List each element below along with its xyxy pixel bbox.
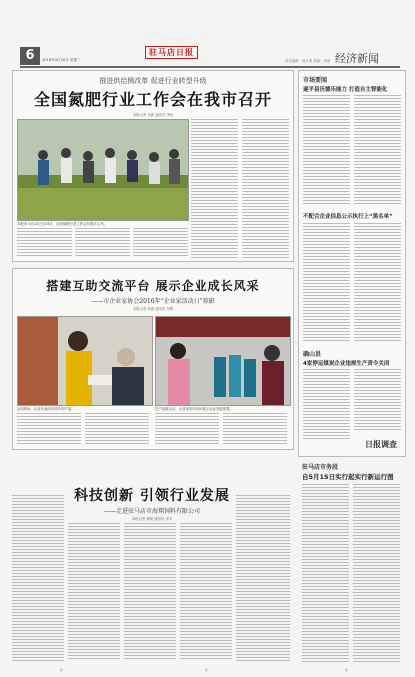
footer-mark-mid: 此 bbox=[205, 668, 209, 672]
sidebar-tag: 市场要闻 bbox=[303, 77, 328, 84]
sidebar-ad-body-b bbox=[354, 369, 401, 431]
footer-mark-left: 此 bbox=[60, 668, 64, 672]
bottom-headline: 科技创新 引领行业发展 bbox=[74, 488, 230, 504]
lead-photo-caption: 本报讯 4月22日至23日，全国氮肥行业工作会在我市召开。 bbox=[17, 222, 107, 226]
expo-photo-image bbox=[156, 317, 290, 405]
feature-caption-left: 活动现场，企业代表向市民介绍产品。 bbox=[17, 407, 75, 411]
sidebar-ad-label: 确山县 bbox=[303, 351, 322, 358]
lead-byline: 本报记者 吴新 通讯员 李钊 bbox=[132, 113, 174, 117]
dateline: 2016年4月26日 星期二 bbox=[42, 58, 81, 62]
bottom-body-col3 bbox=[124, 523, 176, 661]
feature-photo-left bbox=[17, 316, 153, 406]
footer-mark-right: 此 bbox=[345, 668, 349, 672]
announcement-body-a bbox=[302, 484, 349, 662]
street-photo-image bbox=[18, 317, 152, 405]
lead-body-col1 bbox=[17, 228, 72, 258]
sidebar-item-1-body-a bbox=[303, 95, 350, 205]
bottom-story bbox=[12, 455, 292, 665]
lead-body-col2 bbox=[75, 228, 130, 258]
bottom-body-col2 bbox=[68, 523, 120, 661]
lead-photo bbox=[17, 119, 189, 221]
bottom-body-col4 bbox=[180, 523, 232, 661]
feature-body-col1 bbox=[17, 413, 81, 445]
feature-caption-right: 在产品展示区，企业家们向市民展示企业发展成果。 bbox=[155, 407, 233, 411]
masthead-logo: 驻马店日报 bbox=[145, 46, 198, 59]
sidebar-item-2-headline: 不配合企业信息公示执行上“黑名单” bbox=[303, 214, 393, 220]
editor-line: 责任编辑：周永海 美编：李丽 bbox=[285, 59, 331, 63]
lead-body-col4 bbox=[191, 119, 238, 258]
header-rule bbox=[20, 66, 400, 68]
lead-headline: 全国氮肥行业工作会在我市召开 bbox=[33, 90, 272, 109]
bottom-body-col1 bbox=[12, 495, 64, 661]
sidebar-item-2-body-b bbox=[354, 223, 401, 343]
feature-subheadline: ——市企业家协会2016年“企业家活动日”掠影 bbox=[91, 298, 215, 305]
sidebar-item-2-body-a bbox=[303, 223, 350, 343]
lead-body-col5 bbox=[242, 119, 289, 258]
sidebar-ad-body-a bbox=[303, 369, 350, 439]
bottom-body-col5 bbox=[236, 495, 290, 661]
bottom-subheadline: ——走进驻马店市海翔饲料有限公司 bbox=[103, 508, 200, 515]
bottom-byline: 本报记者 林艳 通讯员 李平 bbox=[131, 517, 173, 521]
lead-story-panel bbox=[12, 70, 294, 262]
section-title: 经济新闻 bbox=[335, 52, 379, 65]
feature-body-col2 bbox=[85, 413, 149, 445]
feature-story-panel bbox=[12, 268, 294, 450]
announcement-headline: 自5月15日实行起实行新运行图 bbox=[302, 473, 394, 481]
feature-byline: 本报记者 韩惠 通讯员 刘辉 bbox=[132, 307, 174, 311]
sidebar-item-1-body-b bbox=[354, 95, 401, 205]
page-number: 6 bbox=[20, 47, 40, 65]
field-photo-image bbox=[18, 120, 188, 220]
lead-kicker: 推进供给侧改革 促进行业转型升级 bbox=[99, 77, 207, 85]
feature-body-col3 bbox=[155, 413, 219, 445]
feature-photo-right bbox=[155, 316, 291, 406]
sidebar-item-1-headline: 遂平县沃德乐能力 打造自主智能化 bbox=[303, 87, 388, 93]
lead-body-col3 bbox=[133, 228, 188, 258]
announcement-tag: 驻马店市务段 bbox=[302, 464, 339, 471]
sidebar-ad-headline: 4家停运煤炭企业违规生产责令关闭 bbox=[303, 361, 390, 367]
sidebar-logo: 日报调查 bbox=[365, 440, 397, 449]
feature-headline: 搭建互助交流平台 展示企业成长风采 bbox=[46, 279, 260, 293]
sidebar-panel bbox=[298, 70, 406, 457]
feature-body-col4 bbox=[223, 413, 287, 445]
announcement-body-b bbox=[353, 484, 400, 662]
sidebar-announcement bbox=[298, 460, 404, 665]
